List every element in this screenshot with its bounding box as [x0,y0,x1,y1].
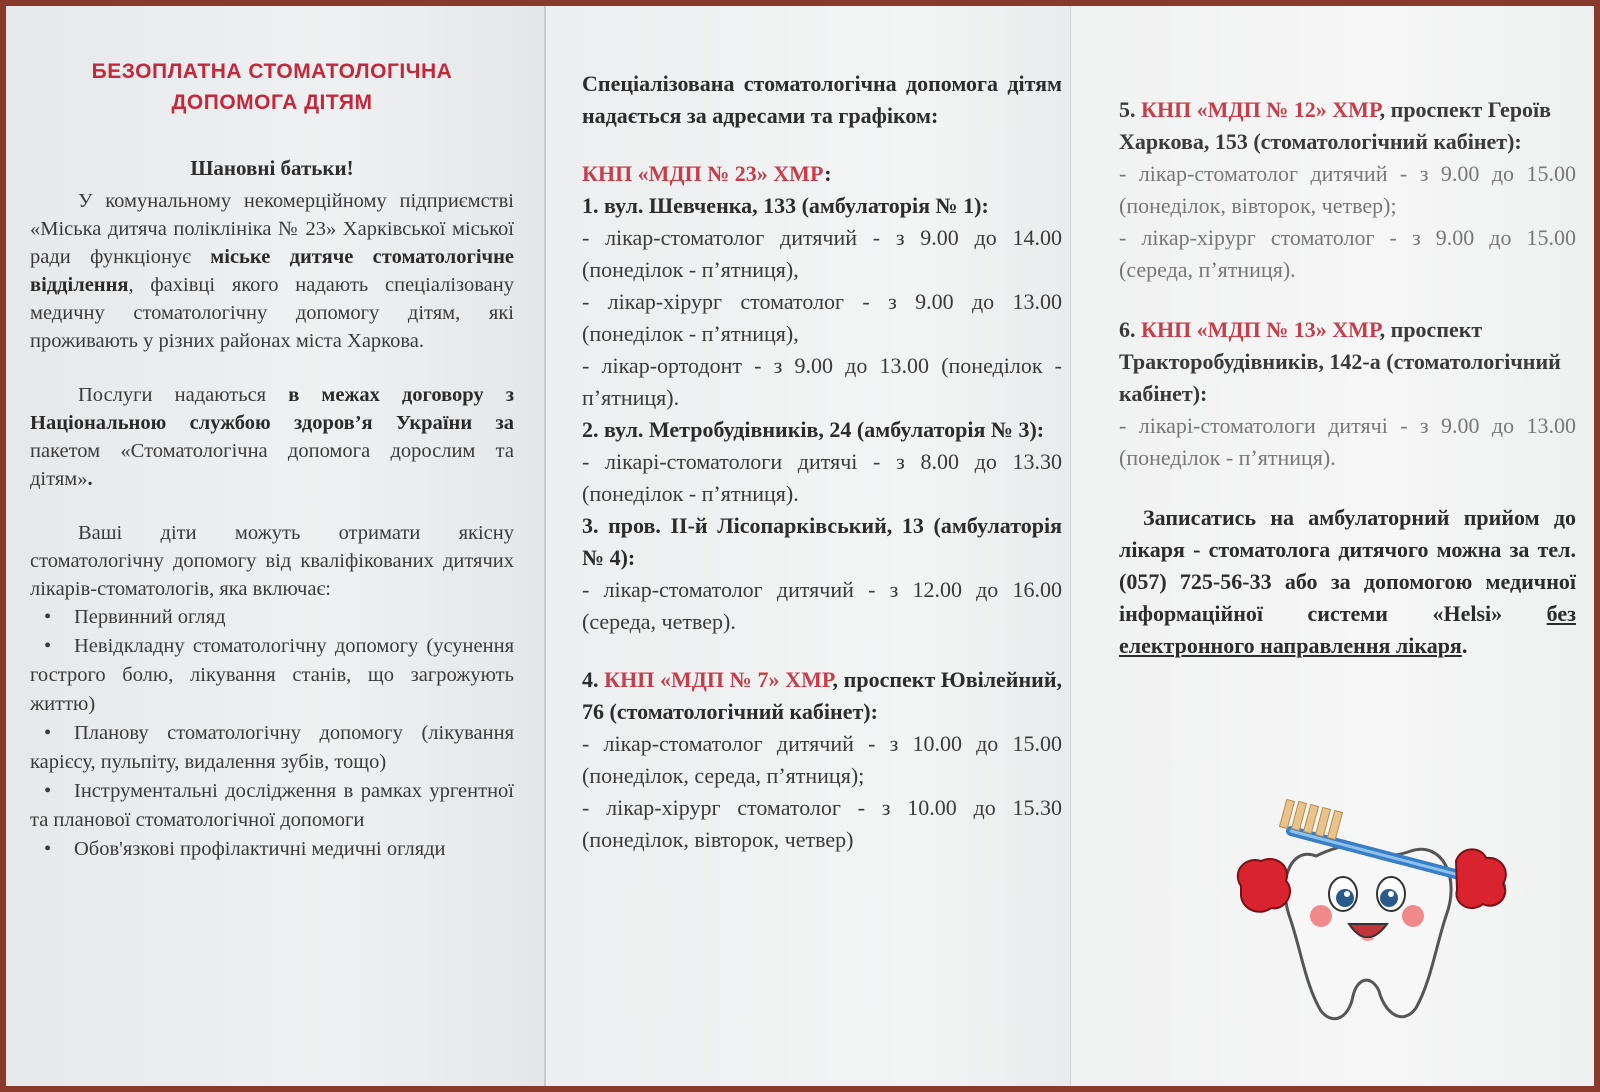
schedule-line: - лікар-стоматолог дитячий - з 9.00 до 15.00 (понеділок, вівторок, четвер); [1119,161,1576,218]
brochure-title [30,56,514,118]
right-panel [1071,6,1594,1086]
schedule-line: - лікар-ортодонт - з 9.00 до 13.00 (понеділок - п’ятниця). [582,353,1062,410]
quality-paragraph: Ваші діти можуть отримати якісну стоматологічну допомогу від кваліфікованих дитячих лікарів-стоматологів, яка включає: [30,522,514,600]
list-item: • Невідкладну стоматологічну допомогу (усунення гострого болю, лікування станів, що загрожують життю) [30,632,514,719]
bullet-icon: • [44,838,52,860]
bullet-icon: • [44,780,52,802]
address-4: 4. КНП «МДП № 7» ХМР, проспект Ювілейний, 76 (стоматологічний кабінет): [582,667,1062,724]
services-text-bold: в межах договору з Національною службою здоров’я України за [30,384,514,434]
list-item: • Обов'язкові профілактичні медичні огляди [30,835,514,864]
bullet-icon: • [44,722,52,744]
schedule-lead: Спеціалізована стоматологічна допомога дітям надається за адресами та графіком: [582,71,1062,128]
intro-text-bold: міське дитяче стоматологічне відділення [30,246,514,296]
schedule-line: - лікар-стоматолог дитячий - з 9.00 до 14.00 (понеділок - п’ятниця), [582,225,1062,282]
list-item: • Планову стоматологічну допомогу (лікування карієсу, пульпіту, видалення зубів, тощо) [30,719,514,777]
services-paragraph [30,381,514,493]
tooth-mascot-with-toothbrush-icon [1221,786,1521,1026]
address-6: 6. КНП «МДП № 13» ХМР, проспект Тракторобудівників, 142-а (стоматологічний кабінет): [1119,317,1561,406]
no-referral-note: без електронного направлення лікаря [1119,601,1576,658]
services-text-mid: пакетом «Стоматологічна допомога дорослим та дітям» [30,440,514,490]
title-line-2: ДОПОМОГА ДІТЯМ [171,91,373,114]
bullet-icon: • [44,606,52,628]
appointment-info: Записатись на амбулаторний прийом до лікаря - стоматолога дитячого можна за тел. (057) 725-56-33 або за допомогою медичної інформаційної системи «Helsi» без електронного направлення лікаря. [1119,505,1576,658]
address-2: 2. вул. Метробудівників, 24 (амбулаторія № 3): [582,417,1045,442]
bullet-icon: • [44,635,52,657]
middle-panel [546,6,1071,1086]
left-panel [6,6,546,1086]
schedule-line: - лікарі-стоматологи дитячі - з 8.00 до 13.30 (понеділок - п’ятниця). [582,449,1062,506]
list-item: • Інструментальні дослідження в рамках ургентної та планової стоматологічної допомоги [30,777,514,835]
schedule-line: - лікар-хірург стоматолог - з 9.00 до 13.00 (понеділок - п’ятниця), [582,289,1062,346]
schedule-line: - лікар-стоматолог дитячий - з 12.00 до 16.00 (середа, четвер). [582,577,1062,634]
intro-text-end: , фахівці якого надають спеціалізовану медичну стоматологічну допомогу дітям, які проживають у різних районах міста Харкова. [30,274,514,352]
address-1: 1. вул. Шевченка, 133 (амбулаторія № 1): [582,193,989,218]
schedule-line: - лікар-хірург стоматолог - з 10.00 до 15.30 (понеділок, вівторок, четвер) [582,795,1062,852]
schedule-line: - лікарі-стоматологи дитячі - з 9.00 до 13.00 (понеділок - п’ятниця). [1119,413,1576,470]
address-3: 3. пров. ІІ-й Лісопарківський, 13 (амбулаторія № 4): [582,513,1062,570]
title-line-1: БЕЗОПЛАТНА СТОМАТОЛОГІЧНА [91,60,453,83]
services-text-end: . [87,468,93,490]
intro-paragraph [30,187,514,355]
services-list [30,603,514,864]
clinic-23-heading: КНП «МДП № 23» ХМР: [582,161,832,186]
schedule-line: - лікар-хірург стоматолог - з 9.00 до 15.00 (середа, п’ятниця). [1119,225,1576,282]
greeting: Шановні батьки! [190,156,354,180]
services-text-start: Послуги надаються [78,384,289,406]
address-5: 5. КНП «МДП № 12» ХМР, проспект Героїв Харкова, 153 (стоматологічний кабінет): [1119,97,1552,154]
list-item: • Первинний огляд [30,603,514,632]
intro-text-start: У комунальному некомерційному підприємстві «Міська дитяча поліклініка № 23» Харківської міської ради функціонує [30,190,514,268]
schedule-line: - лікар-стоматолог дитячий - з 10.00 до 15.00 (понеділок, середа, п’ятниця); [582,731,1062,788]
brochure-sheet [6,6,1594,1086]
